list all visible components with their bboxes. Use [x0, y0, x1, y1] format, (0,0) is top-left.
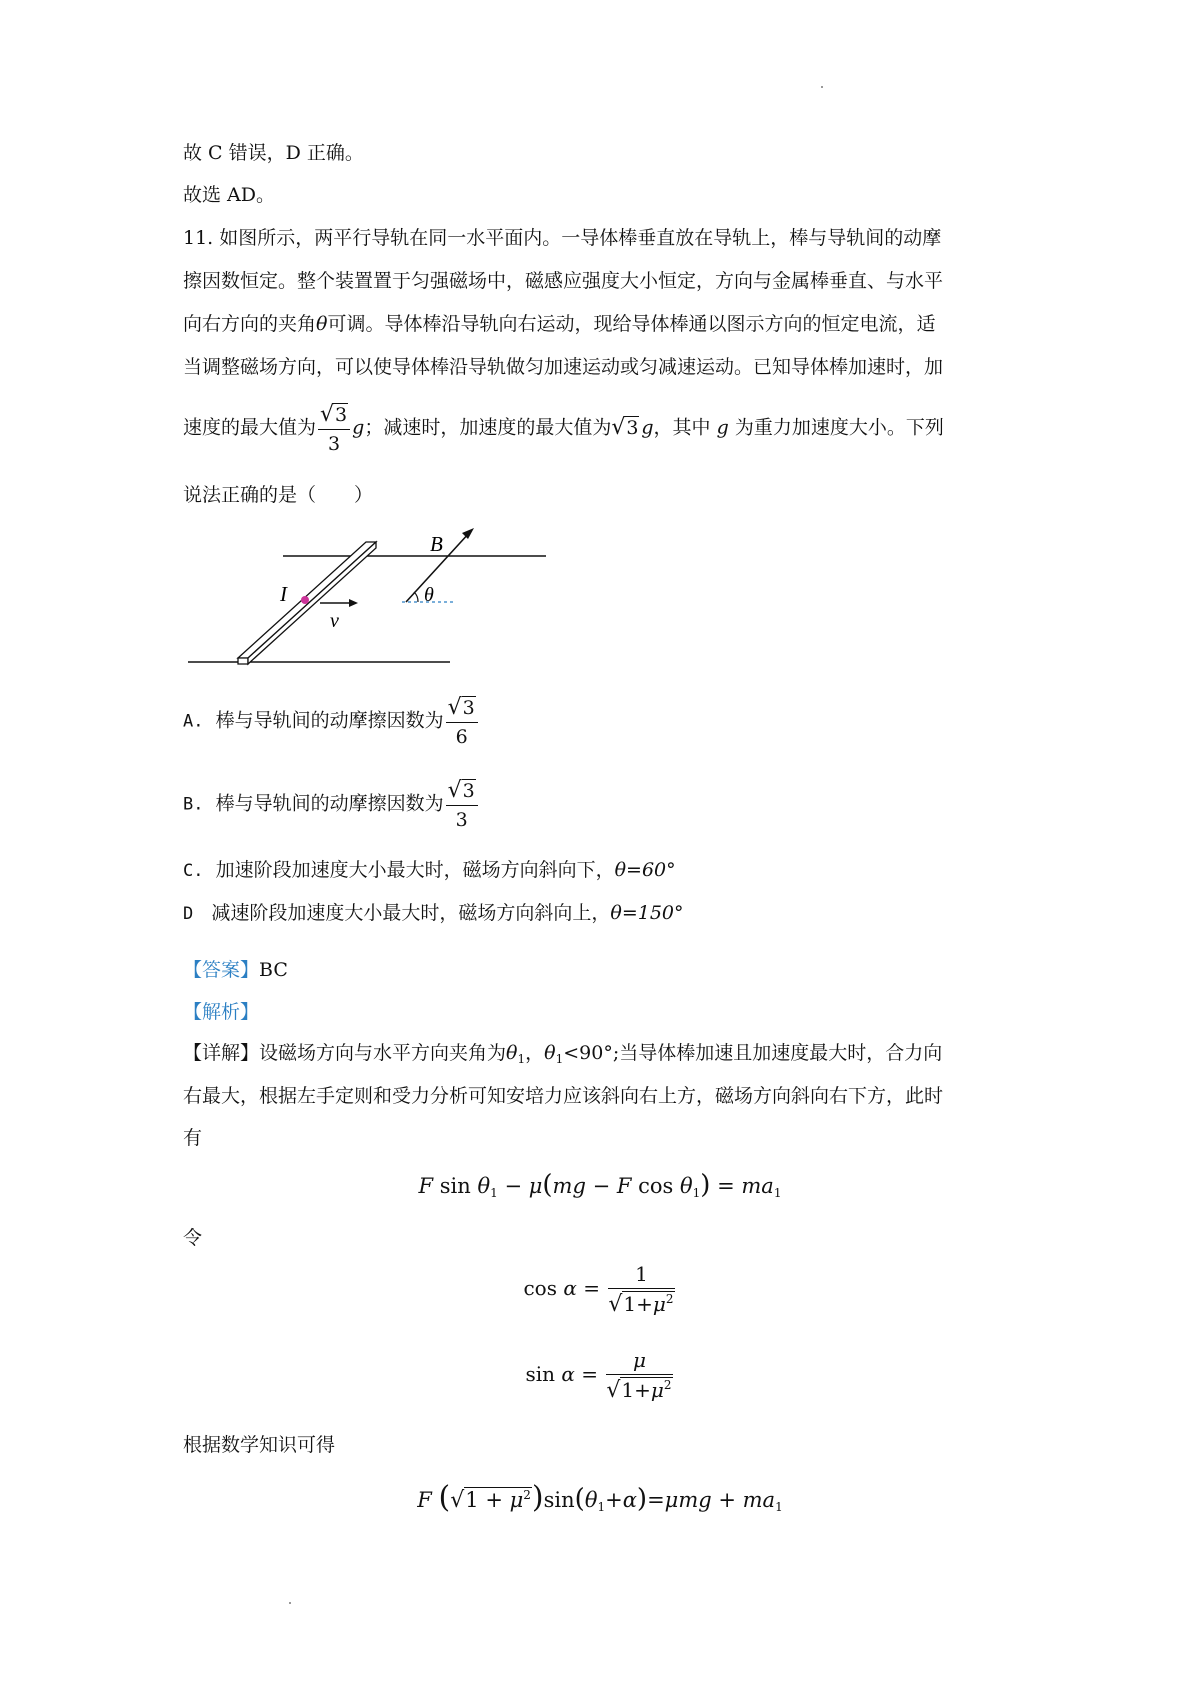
- let-label: 令: [183, 1227, 203, 1249]
- question-line-2: 擦因数恒定。整个装置置于匀强磁场中，磁感应强度大小恒定，方向与金属棒垂直、与水平: [183, 270, 944, 292]
- label-v: v: [330, 610, 339, 632]
- scan-dot: [821, 86, 823, 88]
- question-line-1: 11. 如图所示，两平行导轨在同一水平面内。一导体棒垂直放在导轨上，棒与导轨间的动摩: [183, 227, 942, 249]
- detail-line-2: 右最大，根据左手定则和受力分析可知安培力应该斜向右上方，磁场方向斜向右下方，此时: [183, 1085, 944, 1107]
- detail-label: 【详解】: [183, 1042, 260, 1064]
- equation-cos-alpha: cos α = $\frac{1}{√1+\mu^2}$: [523, 1262, 674, 1317]
- question-line-5: 速度的最大值为 $\frac{√3}{3}$ g；减速时，加速度的最大值为√3 g，其中 g 为重力加速度大小。下列: [183, 402, 944, 455]
- option-a: A. 棒与导轨间的动摩擦因数为 $\frac{√3}{6}$: [183, 695, 480, 748]
- answer-value: BC: [259, 959, 288, 981]
- answer-line: [183, 955, 288, 982]
- scan-dot: [289, 1602, 291, 1604]
- question-line-3: 向右方向的夹角θ可调。导体棒沿导轨向右运动，现给导体棒通以图示方向的恒定电流，适: [183, 313, 936, 335]
- option-d: D 减速阶段加速度大小最大时，磁场方向斜向上，θ=150°: [183, 902, 684, 924]
- equation-combined: F $(√1 + \mu^2)\sin(\theta_1+\alpha)=\mu mg + ma_1$: [417, 1480, 783, 1515]
- equation-sin-alpha: sin α = $\frac{\mu}{√1+\mu^2}$: [525, 1348, 672, 1403]
- analysis-label: 【解析】: [183, 1001, 260, 1023]
- fraction-sqrt3-over-3: $\frac{√3}{3}$: [318, 402, 350, 455]
- question-line-6: 说法正确的是（ ）: [183, 484, 374, 506]
- label-b: B: [430, 532, 443, 556]
- label-i: I: [280, 582, 287, 606]
- fraction-sqrt3-over-3: $\frac{√3}{3}$: [446, 778, 478, 831]
- rail-diagram: [180, 520, 560, 670]
- option-c: C. 加速阶段加速度大小最大时，磁场方向斜向下，θ=60°: [183, 859, 676, 881]
- theta-arc: [414, 592, 418, 602]
- question-line-4: 当调整磁场方向，可以使导体棒沿导轨做匀加速运动或匀减速运动。已知导体棒加速时，加: [183, 356, 944, 378]
- equation-force-balance: F $\sin \theta_1 - \mu(mg - F$ $\cos \theta_1) = ma_1$: [418, 1170, 782, 1200]
- sqrt3: √3: [611, 414, 639, 440]
- detail-line-1: 【详解】设磁场方向与水平方向夹角为$\theta_1$，$\theta_1<90^\circ$;当导体棒加速且加速度最大时，合力向: [183, 1042, 943, 1066]
- label-theta: θ: [424, 584, 434, 606]
- fraction-sqrt3-over-6: $\frac{√3}{6}$: [446, 695, 478, 748]
- prev-line-1: 故 C 错误，D 正确。: [183, 142, 364, 164]
- math-knowledge-line: 根据数学知识可得: [183, 1434, 336, 1456]
- option-b: B. 棒与导轨间的动摩擦因数为 $\frac{√3}{3}$: [183, 778, 480, 831]
- detail-line-3: 有: [183, 1127, 203, 1149]
- current-marker: [301, 596, 309, 604]
- question-number: 11.: [183, 227, 214, 249]
- answer-label: 【答案】: [183, 959, 260, 981]
- prev-line-2: 故选 AD。: [183, 184, 275, 206]
